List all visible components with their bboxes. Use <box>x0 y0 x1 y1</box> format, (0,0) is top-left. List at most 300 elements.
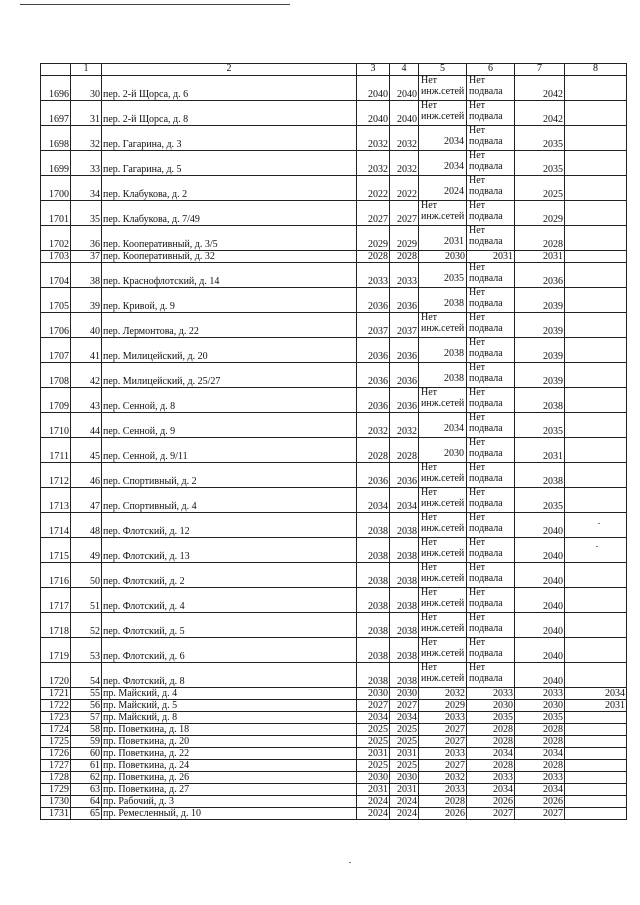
row-number-cell: 36 <box>71 226 102 251</box>
col3-cell: 2031 <box>357 784 390 796</box>
col3-cell: 2034 <box>357 488 390 513</box>
address-cell: пр. Поветкина, д. 27 <box>102 784 357 796</box>
col3-cell: 2036 <box>357 338 390 363</box>
table-row <box>41 736 627 748</box>
col3-cell: 2030 <box>357 688 390 700</box>
address-cell: пр. Майский, д. 5 <box>102 700 357 712</box>
col8-cell <box>565 438 627 463</box>
row-number-cell: 37 <box>71 251 102 263</box>
col6-cell <box>467 463 515 488</box>
col5-cell-bottom: 2031 <box>444 236 464 247</box>
scan-speck <box>349 862 351 863</box>
col6-cell <box>467 563 515 588</box>
col5-cell-bottom: инж.сетей <box>421 323 465 334</box>
table-body <box>41 76 627 820</box>
row-id-cell: 1703 <box>41 251 71 263</box>
col6-cell-bottom: подвала <box>469 573 503 584</box>
col6-cell-bottom: подвала <box>469 161 503 172</box>
table-row <box>41 201 627 226</box>
address-cell: пер. Флотский, д. 4 <box>102 588 357 613</box>
col6-cell-top: Нет <box>469 75 486 86</box>
col5-cell-bottom: инж.сетей <box>421 598 465 609</box>
table-row <box>41 313 627 338</box>
col7-cell: 2042 <box>515 101 565 126</box>
address-cell: пр. Поветкина, д. 20 <box>102 736 357 748</box>
col7-cell: 2036 <box>515 263 565 288</box>
row-id-cell: 1699 <box>41 151 71 176</box>
col3-cell: 2034 <box>357 712 390 724</box>
table-row <box>41 700 627 712</box>
col6-cell-top: Нет <box>469 462 486 473</box>
col7-cell: 2026 <box>515 796 565 808</box>
address-cell: пер. Гагарина, д. 5 <box>102 151 357 176</box>
table-row <box>41 760 627 772</box>
col3-cell: 2038 <box>357 613 390 638</box>
address-cell: пр. Поветкина, д. 26 <box>102 772 357 784</box>
header-cell: 5 <box>419 64 467 76</box>
col5-cell-bottom: 2030 <box>444 448 464 459</box>
row-id-cell: 1712 <box>41 463 71 488</box>
col4-cell: 2036 <box>390 388 419 413</box>
col5-cell: 2033 <box>419 784 467 796</box>
col6-cell: 2033 <box>467 772 515 784</box>
col4-cell: 2038 <box>390 613 419 638</box>
col3-cell: 2038 <box>357 638 390 663</box>
address-cell: пер. Краснофлотский, д. 14 <box>102 263 357 288</box>
col5-cell <box>419 288 467 313</box>
row-id-cell: 1729 <box>41 784 71 796</box>
col5-cell: 2026 <box>419 808 467 820</box>
col5-cell <box>419 488 467 513</box>
header-cell: 2 <box>102 64 357 76</box>
col6-cell-top: Нет <box>469 387 486 398</box>
row-number-cell: 56 <box>71 700 102 712</box>
col8-cell <box>565 588 627 613</box>
col5-cell <box>419 76 467 101</box>
col5-cell <box>419 663 467 688</box>
row-id-cell: 1702 <box>41 226 71 251</box>
col6-cell-bottom: подвала <box>469 523 503 534</box>
col5-cell-top: Нет <box>421 312 438 323</box>
table-row <box>41 712 627 724</box>
address-cell: пер. 2-й Щорса, д. 6 <box>102 76 357 101</box>
col6-cell-bottom: подвала <box>469 673 503 684</box>
col6-cell <box>467 101 515 126</box>
col4-cell: 2024 <box>390 796 419 808</box>
row-id-cell: 1719 <box>41 638 71 663</box>
col6-cell: 2027 <box>467 808 515 820</box>
row-id-cell: 1721 <box>41 688 71 700</box>
row-id-cell: 1696 <box>41 76 71 101</box>
row-number-cell: 49 <box>71 538 102 563</box>
col8-cell <box>565 388 627 413</box>
col8-cell <box>565 226 627 251</box>
address-cell: пр. Майский, д. 8 <box>102 712 357 724</box>
col4-cell: 2022 <box>390 176 419 201</box>
col6-cell-top: Нет <box>469 412 486 423</box>
col5-cell-bottom: 2038 <box>444 348 464 359</box>
table-row <box>41 588 627 613</box>
col3-cell: 2025 <box>357 736 390 748</box>
col6-cell-bottom: подвала <box>469 548 503 559</box>
col4-cell: 2032 <box>390 413 419 438</box>
col3-cell: 2032 <box>357 151 390 176</box>
col8-cell <box>565 736 627 748</box>
row-id-cell: 1697 <box>41 101 71 126</box>
address-cell: пер. Спортивный, д. 2 <box>102 463 357 488</box>
col5-cell-top: Нет <box>421 200 438 211</box>
col6-cell <box>467 338 515 363</box>
row-id-cell: 1715 <box>41 538 71 563</box>
table-row <box>41 613 627 638</box>
col6-cell-bottom: подвала <box>469 298 503 309</box>
col7-cell: 2038 <box>515 463 565 488</box>
col8-cell <box>565 663 627 688</box>
col7-cell: 2028 <box>515 226 565 251</box>
table-row <box>41 151 627 176</box>
col5-cell-bottom: инж.сетей <box>421 86 465 97</box>
col7-cell: 2040 <box>515 588 565 613</box>
col6-cell-bottom: подвала <box>469 448 503 459</box>
col8-cell <box>565 613 627 638</box>
table-row <box>41 463 627 488</box>
col3-cell: 2038 <box>357 563 390 588</box>
row-number-cell: 59 <box>71 736 102 748</box>
col4-cell: 2027 <box>390 201 419 226</box>
header-cell: 4 <box>390 64 419 76</box>
col3-cell: 2038 <box>357 588 390 613</box>
col5-cell-top: Нет <box>421 612 438 623</box>
col4-cell: 2029 <box>390 226 419 251</box>
table-row <box>41 388 627 413</box>
col6-cell-bottom: подвала <box>469 111 503 122</box>
col8-cell: 2031 <box>565 700 627 712</box>
col8-cell <box>565 538 627 563</box>
col7-cell: 2040 <box>515 538 565 563</box>
col6-cell-top: Нет <box>469 312 486 323</box>
col6-cell <box>467 488 515 513</box>
col6-cell <box>467 201 515 226</box>
address-cell: пер. Кривой, д. 9 <box>102 288 357 313</box>
col6-cell <box>467 76 515 101</box>
col6-cell-top: Нет <box>469 587 486 598</box>
col6-cell <box>467 538 515 563</box>
col8-cell <box>565 201 627 226</box>
col6-cell: 2034 <box>467 748 515 760</box>
table-row <box>41 126 627 151</box>
col8-cell <box>565 101 627 126</box>
row-id-cell: 1724 <box>41 724 71 736</box>
col3-cell: 2038 <box>357 538 390 563</box>
col8-cell <box>565 724 627 736</box>
col5-cell-bottom: инж.сетей <box>421 111 465 122</box>
col6-cell-top: Нет <box>469 262 486 273</box>
row-id-cell: 1711 <box>41 438 71 463</box>
col6-cell <box>467 413 515 438</box>
col6-cell-bottom: подвала <box>469 348 503 359</box>
row-number-cell: 47 <box>71 488 102 513</box>
row-id-cell: 1716 <box>41 563 71 588</box>
col6-cell-top: Нет <box>469 612 486 623</box>
table-row <box>41 438 627 463</box>
col4-cell: 2032 <box>390 126 419 151</box>
row-id-cell: 1704 <box>41 263 71 288</box>
col6-cell: 2026 <box>467 796 515 808</box>
col6-cell-top: Нет <box>469 225 486 236</box>
col8-cell <box>565 808 627 820</box>
col3-cell: 2036 <box>357 463 390 488</box>
row-number-cell: 54 <box>71 663 102 688</box>
col3-cell: 2029 <box>357 226 390 251</box>
table-row <box>41 176 627 201</box>
address-cell: пр. Поветкина, д. 22 <box>102 748 357 760</box>
col6-cell <box>467 226 515 251</box>
row-id-cell: 1725 <box>41 736 71 748</box>
col3-cell: 2027 <box>357 201 390 226</box>
scan-speck <box>598 523 600 524</box>
address-cell: пер. 2-й Щорса, д. 8 <box>102 101 357 126</box>
col3-cell: 2024 <box>357 808 390 820</box>
col5-cell <box>419 151 467 176</box>
table-row <box>41 563 627 588</box>
address-cell: пер. Гагарина, д. 3 <box>102 126 357 151</box>
address-cell: пер. Клабукова, д. 2 <box>102 176 357 201</box>
row-id-cell: 1701 <box>41 201 71 226</box>
col8-cell <box>565 772 627 784</box>
header-cell: 7 <box>515 64 565 76</box>
col3-cell: 2033 <box>357 263 390 288</box>
col7-cell: 2040 <box>515 563 565 588</box>
table-row <box>41 538 627 563</box>
col7-cell: 2028 <box>515 760 565 772</box>
col4-cell: 2038 <box>390 663 419 688</box>
table-row <box>41 263 627 288</box>
col5-cell: 2028 <box>419 796 467 808</box>
table-row <box>41 796 627 808</box>
col7-cell: 2039 <box>515 363 565 388</box>
col5-cell: 2032 <box>419 772 467 784</box>
table-row <box>41 748 627 760</box>
col5-cell-top: Нет <box>421 562 438 573</box>
col7-cell: 2028 <box>515 736 565 748</box>
col7-cell: 2031 <box>515 438 565 463</box>
address-cell: пер. Кооперативный, д. 32 <box>102 251 357 263</box>
col7-cell: 2035 <box>515 488 565 513</box>
address-cell: пр. Майский, д. 4 <box>102 688 357 700</box>
row-id-cell: 1718 <box>41 613 71 638</box>
col3-cell: 2036 <box>357 363 390 388</box>
col6-cell <box>467 313 515 338</box>
col5-cell-bottom: 2034 <box>444 136 464 147</box>
col5-cell-bottom: инж.сетей <box>421 211 465 222</box>
col3-cell: 2030 <box>357 772 390 784</box>
col8-cell <box>565 151 627 176</box>
col7-cell: 2034 <box>515 784 565 796</box>
col5-cell-top: Нет <box>421 512 438 523</box>
col6-cell-top: Нет <box>469 287 486 298</box>
col6-cell-bottom: подвала <box>469 323 503 334</box>
col7-cell: 2035 <box>515 126 565 151</box>
col6-cell-top: Нет <box>469 200 486 211</box>
col6-cell <box>467 663 515 688</box>
col8-cell <box>565 748 627 760</box>
header-cell: 8 <box>565 64 627 76</box>
col5-cell-bottom: инж.сетей <box>421 523 465 534</box>
col5-cell-bottom: 2038 <box>444 298 464 309</box>
address-cell: пер. Флотский, д. 8 <box>102 663 357 688</box>
col3-cell: 2028 <box>357 438 390 463</box>
address-cell: пер. Лермонтова, д. 22 <box>102 313 357 338</box>
col7-cell: 2039 <box>515 338 565 363</box>
col5-cell-bottom: 2034 <box>444 161 464 172</box>
row-number-cell: 55 <box>71 688 102 700</box>
row-number-cell: 30 <box>71 76 102 101</box>
address-cell: пер. Флотский, д. 13 <box>102 538 357 563</box>
address-cell: пер. Милицейский, д. 20 <box>102 338 357 363</box>
col4-cell: 2040 <box>390 101 419 126</box>
col8-cell <box>565 413 627 438</box>
col5-cell-top: Нет <box>421 462 438 473</box>
address-cell: пер. Клабукова, д. 7/49 <box>102 201 357 226</box>
row-id-cell: 1722 <box>41 700 71 712</box>
col5-cell-bottom: инж.сетей <box>421 473 465 484</box>
col8-cell <box>565 126 627 151</box>
col4-cell: 2036 <box>390 363 419 388</box>
table-header-row <box>41 64 627 76</box>
col7-cell: 2027 <box>515 808 565 820</box>
col8-cell <box>565 463 627 488</box>
address-cell: пер. Флотский, д. 5 <box>102 613 357 638</box>
table-row <box>41 724 627 736</box>
col5-cell <box>419 538 467 563</box>
col4-cell: 2033 <box>390 263 419 288</box>
col6-cell <box>467 151 515 176</box>
row-number-cell: 40 <box>71 313 102 338</box>
col5-cell <box>419 588 467 613</box>
row-number-cell: 58 <box>71 724 102 736</box>
col4-cell: 2038 <box>390 638 419 663</box>
row-id-cell: 1726 <box>41 748 71 760</box>
col5-cell <box>419 413 467 438</box>
col5-cell-bottom: инж.сетей <box>421 673 465 684</box>
row-number-cell: 32 <box>71 126 102 151</box>
col8-cell <box>565 313 627 338</box>
col5-cell <box>419 201 467 226</box>
col6-cell-bottom: подвала <box>469 236 503 247</box>
col7-cell: 2029 <box>515 201 565 226</box>
col6-cell <box>467 388 515 413</box>
row-number-cell: 43 <box>71 388 102 413</box>
col6-cell <box>467 588 515 613</box>
col4-cell: 2030 <box>390 688 419 700</box>
address-cell: пер. Флотский, д. 6 <box>102 638 357 663</box>
address-cell: пер. Милицейский, д. 25/27 <box>102 363 357 388</box>
col6-cell-top: Нет <box>469 487 486 498</box>
row-number-cell: 42 <box>71 363 102 388</box>
col7-cell: 2039 <box>515 313 565 338</box>
col6-cell-top: Нет <box>469 537 486 548</box>
col5-cell <box>419 226 467 251</box>
col6-cell-bottom: подвала <box>469 211 503 222</box>
col6-cell-top: Нет <box>469 637 486 648</box>
col6-cell-bottom: подвала <box>469 648 503 659</box>
table-row <box>41 638 627 663</box>
col6-cell-top: Нет <box>469 512 486 523</box>
col5-cell-top: Нет <box>421 100 438 111</box>
col4-cell: 2040 <box>390 76 419 101</box>
row-number-cell: 31 <box>71 101 102 126</box>
col3-cell: 2038 <box>357 513 390 538</box>
row-id-cell: 1717 <box>41 588 71 613</box>
col6-cell <box>467 288 515 313</box>
row-number-cell: 64 <box>71 796 102 808</box>
row-number-cell: 60 <box>71 748 102 760</box>
col5-cell: 2033 <box>419 712 467 724</box>
row-number-cell: 39 <box>71 288 102 313</box>
address-cell: пер. Сенной, д. 8 <box>102 388 357 413</box>
col6-cell <box>467 363 515 388</box>
row-number-cell: 35 <box>71 201 102 226</box>
col7-cell: 2030 <box>515 700 565 712</box>
col4-cell: 2034 <box>390 712 419 724</box>
col5-cell <box>419 263 467 288</box>
header-cell: 1 <box>71 64 102 76</box>
col6-cell-top: Нет <box>469 437 486 448</box>
table-row <box>41 101 627 126</box>
col6-cell <box>467 513 515 538</box>
col7-cell: 2038 <box>515 388 565 413</box>
row-number-cell: 34 <box>71 176 102 201</box>
header-cell <box>41 64 71 76</box>
table-row <box>41 338 627 363</box>
address-cell: пер. Кооперативный, д. 3/5 <box>102 226 357 251</box>
col8-cell <box>565 288 627 313</box>
col5-cell-top: Нет <box>421 637 438 648</box>
col5-cell <box>419 101 467 126</box>
col4-cell: 2037 <box>390 313 419 338</box>
col7-cell: 2040 <box>515 513 565 538</box>
row-id-cell: 1714 <box>41 513 71 538</box>
col6-cell-bottom: подвала <box>469 86 503 97</box>
row-id-cell: 1723 <box>41 712 71 724</box>
address-cell: пр. Рабочий, д. 3 <box>102 796 357 808</box>
col7-cell: 2040 <box>515 613 565 638</box>
table-row <box>41 76 627 101</box>
col6-cell-bottom: подвала <box>469 398 503 409</box>
col5-cell-bottom: инж.сетей <box>421 648 465 659</box>
col5-cell: 2032 <box>419 688 467 700</box>
col6-cell <box>467 438 515 463</box>
col6-cell-top: Нет <box>469 150 486 161</box>
col5-cell-top: Нет <box>421 387 438 398</box>
col6-cell-bottom: подвала <box>469 598 503 609</box>
table-row <box>41 363 627 388</box>
col4-cell: 2036 <box>390 288 419 313</box>
row-id-cell: 1720 <box>41 663 71 688</box>
col8-cell <box>565 76 627 101</box>
col4-cell: 2038 <box>390 513 419 538</box>
col7-cell: 2035 <box>515 151 565 176</box>
col4-cell: 2038 <box>390 588 419 613</box>
col5-cell-top: Нет <box>421 537 438 548</box>
col5-cell <box>419 438 467 463</box>
col6-cell: 2030 <box>467 700 515 712</box>
col6-cell-top: Нет <box>469 337 486 348</box>
col7-cell: 2028 <box>515 724 565 736</box>
col3-cell: 2031 <box>357 748 390 760</box>
col4-cell: 2038 <box>390 538 419 563</box>
col4-cell: 2031 <box>390 784 419 796</box>
